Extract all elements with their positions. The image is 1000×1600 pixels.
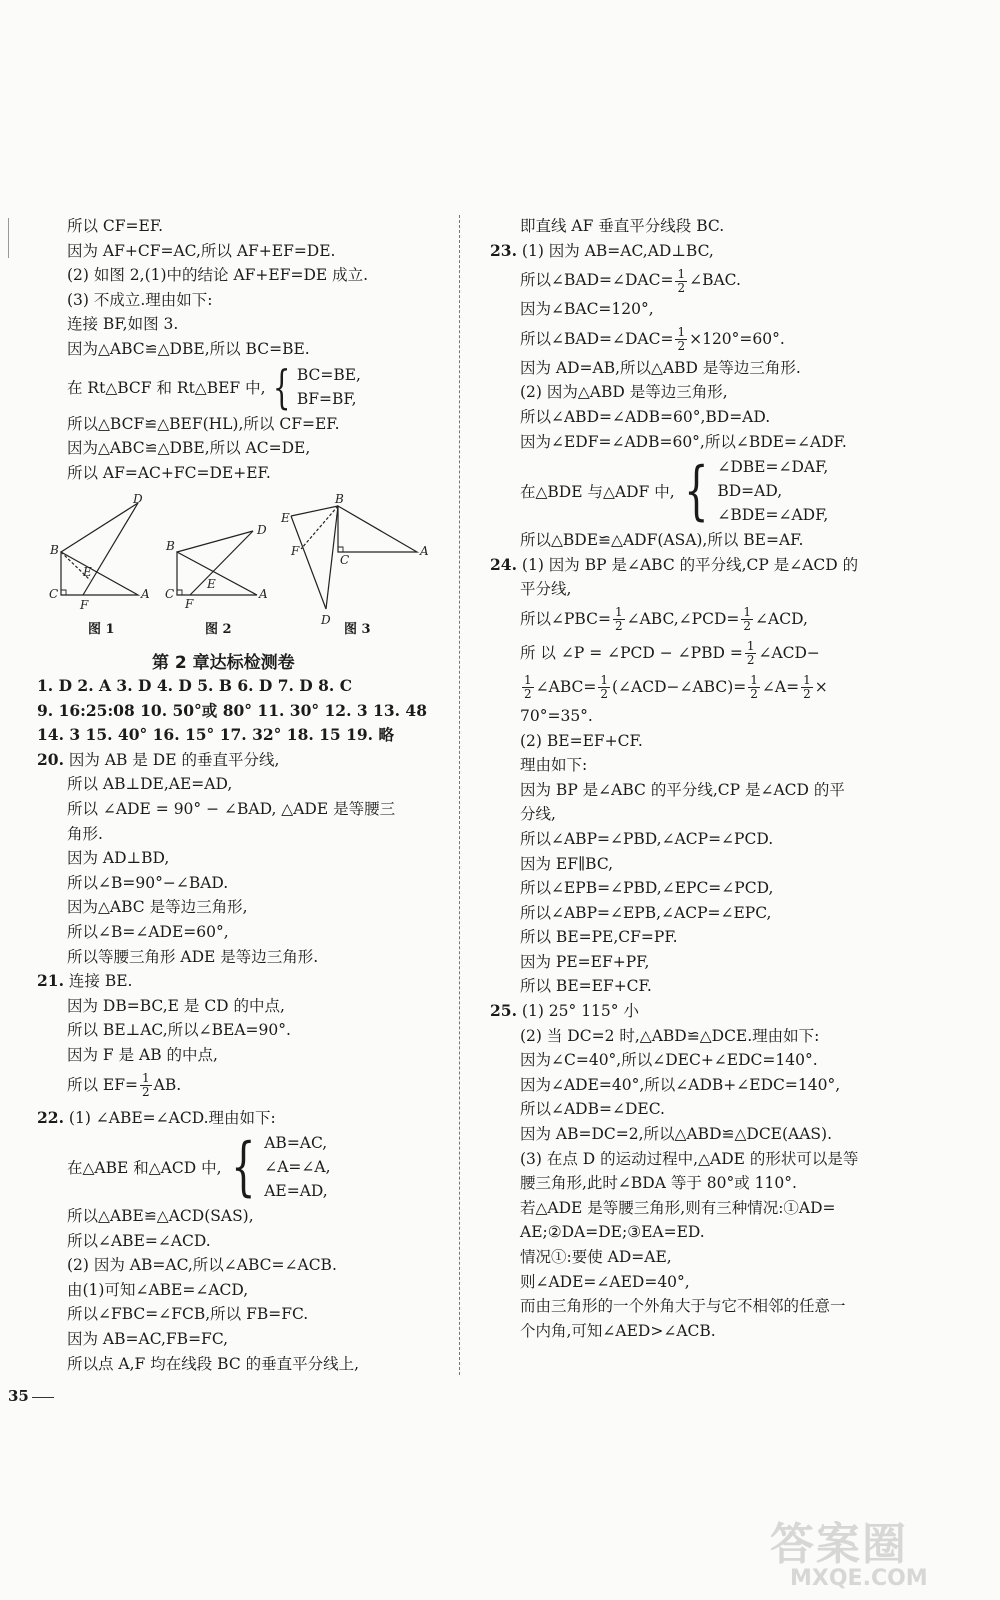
label-f: F bbox=[185, 597, 194, 611]
text-line: 因为∠C=40°,所以∠DEC+∠EDC=140°. bbox=[520, 1051, 818, 1070]
equation-system bbox=[490, 454, 980, 528]
system-line: ∠DBE=∠DAF, bbox=[717, 458, 829, 477]
numerator: 1 bbox=[614, 605, 623, 620]
text-line: 因为 AD=AB,所以△ABD 是等边三角形. bbox=[520, 358, 801, 377]
system-lines bbox=[297, 363, 361, 411]
text-line: 腰三角形,此时∠BDA 等于 80°或 110°. bbox=[520, 1174, 797, 1193]
denominator: 2 bbox=[677, 339, 686, 354]
text-line: 所以△BCF≌△BEF(HL),所以 CF=EF. bbox=[67, 414, 340, 433]
fraction bbox=[598, 674, 610, 701]
label-a: A bbox=[141, 587, 150, 601]
text-part: 所 以 ∠P = ∠PCD − ∠PBD = bbox=[520, 643, 743, 662]
text-line: 因为 BP 是∠ABC 的平分线,CP 是∠ACD 的平 bbox=[520, 780, 845, 799]
text-line: AE;②DA=DE;③EA=ED. bbox=[520, 1223, 705, 1242]
equation-system bbox=[37, 359, 457, 414]
text-part: 所以∠BAD=∠DAC= bbox=[520, 271, 674, 290]
text-line: 因为 AF+CF=AC,所以 AF+EF=DE. bbox=[67, 241, 336, 260]
system-lines bbox=[264, 1131, 330, 1203]
numerator: 1 bbox=[600, 673, 608, 688]
label-d: D bbox=[133, 494, 143, 506]
right-column bbox=[490, 214, 980, 1343]
text-line: 因为 EF∥BC, bbox=[520, 854, 614, 873]
label-a: A bbox=[420, 544, 429, 558]
text-line bbox=[490, 263, 980, 297]
text-part: 所以 EF= bbox=[67, 1075, 138, 1094]
watermark bbox=[770, 1508, 990, 1593]
page-number: 35 bbox=[8, 1387, 29, 1405]
text-line: 因为 PE=EF+PF, bbox=[520, 952, 650, 971]
label-d: D bbox=[321, 613, 331, 627]
label-b: B bbox=[50, 543, 59, 557]
text-line: 因为∠BAC=120°, bbox=[520, 300, 654, 319]
triangle-abc-fig3 bbox=[338, 506, 417, 552]
right-angle-fig2 bbox=[177, 590, 182, 595]
watermark-site: MXQE.COM bbox=[790, 1566, 928, 1591]
fraction bbox=[675, 268, 687, 295]
text-part: 所以∠BAD=∠DAC= bbox=[520, 329, 674, 348]
text-line: 所以∠EPB=∠PBD,∠EPC=∠PCD, bbox=[520, 879, 774, 898]
figure-caption: 图 3 bbox=[344, 622, 371, 637]
section-title: 第 2 章达标检测卷 bbox=[152, 653, 295, 673]
label-c: C bbox=[165, 587, 175, 601]
label-c: C bbox=[49, 587, 59, 601]
text-part: ∠BAC. bbox=[689, 271, 741, 290]
denominator: 2 bbox=[743, 619, 752, 634]
text-part: ∠ACD, bbox=[755, 609, 808, 628]
right-angle-fig1 bbox=[61, 590, 66, 595]
text-line: 平分线, bbox=[520, 580, 572, 599]
text-line: 所以∠ABE=∠ACD. bbox=[67, 1231, 211, 1250]
system-line: BD=AD, bbox=[717, 482, 783, 501]
text-line bbox=[490, 322, 980, 356]
text-line: 所以等腰三角形 ADE 是等边三角形. bbox=[67, 947, 319, 966]
text-line: 因为 AB 是 DE 的垂直平分线, bbox=[68, 750, 280, 769]
question-number: 23. bbox=[490, 240, 517, 260]
text-line: 所以∠B=∠ADE=60°, bbox=[67, 922, 229, 941]
brace: { bbox=[230, 1130, 256, 1205]
text-line: 因为∠EDF=∠ADB=60°,所以∠BDE=∠ADF. bbox=[520, 432, 847, 451]
system-line: ∠BDE=∠ADF, bbox=[717, 506, 829, 525]
text-line bbox=[37, 1068, 457, 1102]
text-line: 因为 DB=BC,E 是 CD 的中点, bbox=[67, 996, 285, 1015]
triangle-abc-fig2 bbox=[177, 552, 257, 595]
denominator: 2 bbox=[600, 687, 608, 702]
text-line: 所以∠FBC=∠FCB,所以 FB=FC. bbox=[67, 1305, 309, 1324]
numerator: 1 bbox=[524, 673, 532, 688]
segment-bd-fig1 bbox=[61, 503, 138, 552]
text-part: AB. bbox=[153, 1075, 182, 1094]
triangle-abc-fig1 bbox=[61, 552, 138, 595]
question-number: 20. bbox=[37, 749, 64, 769]
brace: { bbox=[683, 454, 709, 529]
text-line: 个内角,可知∠AED>∠ACB. bbox=[520, 1321, 716, 1340]
text-line: 所以∠ABD=∠ADB=60°,BD=AD. bbox=[520, 407, 771, 426]
question-number: 22. bbox=[37, 1107, 64, 1127]
text-line: 所以∠ABP=∠EPB,∠ACP=∠EPC, bbox=[520, 903, 772, 922]
question-number: 25. bbox=[490, 1001, 517, 1021]
text-part: ∠A= bbox=[761, 677, 800, 696]
text-line bbox=[490, 670, 980, 704]
label-d: D bbox=[257, 523, 267, 537]
text-part: ∠ABC= bbox=[535, 677, 597, 696]
fraction bbox=[801, 674, 813, 701]
text-line: 因为△ABC≌△DBE,所以 BC=BE. bbox=[67, 339, 310, 358]
text-part: ×120°=60°. bbox=[689, 329, 785, 348]
denominator: 2 bbox=[746, 653, 755, 668]
segment-de-fig1 bbox=[83, 503, 138, 595]
denominator: 2 bbox=[614, 619, 623, 634]
denominator: 2 bbox=[141, 1085, 150, 1099]
watermark-logo: 答案圈 bbox=[770, 1519, 908, 1570]
text-line: 所以 ∠ADE = 90° − ∠BAD, △ADE 是等腰三 bbox=[67, 799, 396, 818]
fraction bbox=[741, 606, 753, 633]
fraction bbox=[522, 674, 534, 701]
text-line: 所以∠ABP=∠PBD,∠ACP=∠PCD. bbox=[520, 829, 774, 848]
question-number: 21. bbox=[37, 971, 64, 991]
text-line: (2) BE=EF+CF. bbox=[520, 731, 643, 750]
text-line: (3) 在点 D 的运动过程中,△ADE 的形状可以是等 bbox=[520, 1149, 859, 1168]
text-line: 因为 F 是 AB 的中点, bbox=[67, 1045, 218, 1064]
text-line: 因为 AB=DC=2,所以△ABD≌△DCE(AAS). bbox=[520, 1125, 833, 1144]
system-line: BF=BF, bbox=[296, 389, 357, 408]
question-number: 24. bbox=[490, 554, 517, 574]
label-e: E bbox=[83, 565, 92, 579]
denominator: 2 bbox=[803, 687, 811, 702]
label-b: B bbox=[166, 539, 175, 553]
numerator: 1 bbox=[750, 673, 758, 688]
text-part: × bbox=[814, 677, 828, 696]
text-line: (1) ∠ABE=∠ACD.理由如下: bbox=[68, 1108, 276, 1127]
denominator: 2 bbox=[750, 687, 758, 702]
text-line: 则∠ADE=∠AED=40°, bbox=[520, 1272, 690, 1291]
text-line: 所以 BE⊥AC,所以∠BEA=90°. bbox=[67, 1021, 291, 1040]
text-line: 因为 AB=AC,FB=FC, bbox=[67, 1330, 229, 1349]
geometry-figures bbox=[35, 494, 455, 634]
text-line: (2) 当 DC=2 时,△ABD≌△DCE.理由如下: bbox=[520, 1026, 820, 1045]
text-line: 因为∠ADE=40°,所以∠ADB+∠EDC=140°, bbox=[520, 1075, 841, 1094]
system-line: AB=AC, bbox=[264, 1134, 328, 1153]
label-a: A bbox=[259, 587, 268, 601]
fraction bbox=[745, 640, 757, 667]
numerator: 1 bbox=[803, 673, 811, 688]
text-line: (2) 如图 2,(1)中的结论 AF+EF=DE 成立. bbox=[67, 266, 369, 285]
label-b: B bbox=[335, 494, 344, 506]
numerator: 1 bbox=[677, 266, 686, 281]
text-line: 情况①:要使 AD=AE, bbox=[520, 1248, 672, 1266]
text-line: (1) 25° 115° 小 bbox=[521, 1002, 639, 1021]
text-line: 所以∠ADB=∠DEC. bbox=[520, 1100, 665, 1119]
system-line: ∠A=∠A, bbox=[264, 1158, 331, 1177]
left-column bbox=[37, 214, 457, 485]
fraction bbox=[748, 674, 760, 701]
label-c: C bbox=[340, 553, 350, 567]
text-line: 所以△ABE≌△ACD(SAS), bbox=[67, 1207, 254, 1226]
text-line: 连接 BE. bbox=[68, 972, 133, 991]
text-line: 而由三角形的一个外角大于与它不相邻的任意一 bbox=[520, 1297, 846, 1316]
text-line: 所以 BE=EF+CF. bbox=[520, 977, 652, 996]
figure-caption: 图 1 bbox=[88, 622, 115, 637]
text-line: 即直线 AF 垂直平分线段 BC. bbox=[520, 217, 725, 235]
text-line: 分线, bbox=[520, 805, 556, 824]
text-line: 70°=35°. bbox=[520, 706, 593, 725]
text-line: 所以 CF=EF. bbox=[67, 217, 164, 235]
text-part: (∠ACD−∠ABC)= bbox=[612, 677, 747, 696]
text-line: (3) 不成立.理由如下: bbox=[67, 290, 213, 309]
text-line: 所以∠B=90°−∠BAD. bbox=[67, 873, 229, 892]
margin-mark bbox=[8, 218, 9, 258]
figures bbox=[35, 494, 455, 637]
text-line bbox=[490, 636, 980, 670]
segment-ed-fig3 bbox=[291, 516, 326, 609]
text-line: 所以△BDE≌△ADF(ASA),所以 BE=AF. bbox=[520, 531, 804, 550]
answer-line: 9. 16:25:08 10. 50°或 80° 11. 30° 12. 3 13. 48 bbox=[37, 700, 427, 720]
label-e: E bbox=[281, 511, 290, 525]
text-line: 连接 BF,如图 3. bbox=[67, 315, 179, 334]
segment-bd-fig2 bbox=[177, 531, 253, 552]
answer-line: 1. D 2. A 3. D 4. D 5. B 6. D 7. D 8. C bbox=[37, 676, 353, 695]
text-line: 因为△ABC 是等边三角形, bbox=[67, 898, 248, 917]
fraction bbox=[675, 326, 687, 353]
fraction bbox=[140, 1072, 152, 1099]
fraction bbox=[613, 606, 625, 633]
system-label: 在△BDE 与△ADF 中, bbox=[520, 483, 675, 502]
text-part: ∠ACD− bbox=[758, 643, 820, 662]
numerator: 1 bbox=[677, 325, 686, 340]
system-label: 在 Rt△BCF 和 Rt△BEF 中, bbox=[67, 378, 266, 397]
answer-line: 14. 3 15. 40° 16. 15° 17. 32° 18. 15 19. 略 bbox=[37, 725, 394, 745]
text-part: 所以∠PBC= bbox=[520, 609, 611, 628]
text-part: ∠ABC,∠PCD= bbox=[626, 609, 740, 628]
text-line: (1) 因为 BP 是∠ABC 的平分线,CP 是∠ACD 的 bbox=[521, 555, 859, 574]
text-line: 由(1)可知∠ABE=∠ACD, bbox=[67, 1280, 249, 1299]
denominator: 2 bbox=[524, 687, 532, 702]
segment-de-fig2 bbox=[190, 531, 253, 595]
left-column-continued bbox=[37, 674, 457, 1376]
numerator: 1 bbox=[141, 1071, 150, 1085]
text-line: 所以 AF=AC+FC=DE+EF. bbox=[67, 463, 271, 482]
system-line: BC=BE, bbox=[296, 365, 361, 384]
numerator: 1 bbox=[746, 639, 755, 654]
text-line: 理由如下: bbox=[520, 756, 588, 775]
system-lines bbox=[717, 455, 828, 527]
system-label: 在△ABE 和△ACD 中, bbox=[67, 1159, 222, 1178]
system-line: AE=AD, bbox=[264, 1182, 328, 1201]
text-line: 角形. bbox=[67, 824, 103, 843]
text-line: 所以 BE=PE,CF=PF. bbox=[520, 928, 678, 947]
text-line: 因为 AD⊥BD, bbox=[67, 849, 170, 868]
label-e: E bbox=[207, 577, 216, 591]
text-line: (1) 因为 AB=AC,AD⊥BC, bbox=[521, 241, 714, 260]
label-f: F bbox=[291, 544, 300, 558]
text-line: 所以点 A,F 均在线段 BC 的垂直平分线上, bbox=[67, 1354, 360, 1373]
figure-caption: 图 2 bbox=[205, 622, 232, 637]
text-line bbox=[490, 602, 980, 636]
equation-system bbox=[37, 1130, 457, 1204]
right-angle-fig3 bbox=[338, 547, 343, 552]
numerator: 1 bbox=[743, 605, 752, 620]
text-line: 所以 AB⊥DE,AE=AD, bbox=[67, 775, 233, 794]
page-number-rule bbox=[32, 1397, 54, 1398]
brace: { bbox=[272, 359, 290, 414]
denominator: 2 bbox=[677, 280, 686, 295]
text-line: (2) 因为 AB=AC,所以∠ABC=∠ACB. bbox=[67, 1256, 337, 1275]
text-line: 若△ADE 是等腰三角形,则有三种情况:①AD= bbox=[520, 1198, 836, 1217]
label-f: F bbox=[80, 598, 89, 612]
segment-bd-fig3 bbox=[326, 506, 338, 609]
column-divider bbox=[459, 215, 460, 1375]
text-line: 因为△ABC≌△DBE,所以 AC=DE, bbox=[67, 439, 311, 458]
text-line: (2) 因为△ABD 是等边三角形, bbox=[520, 383, 728, 402]
